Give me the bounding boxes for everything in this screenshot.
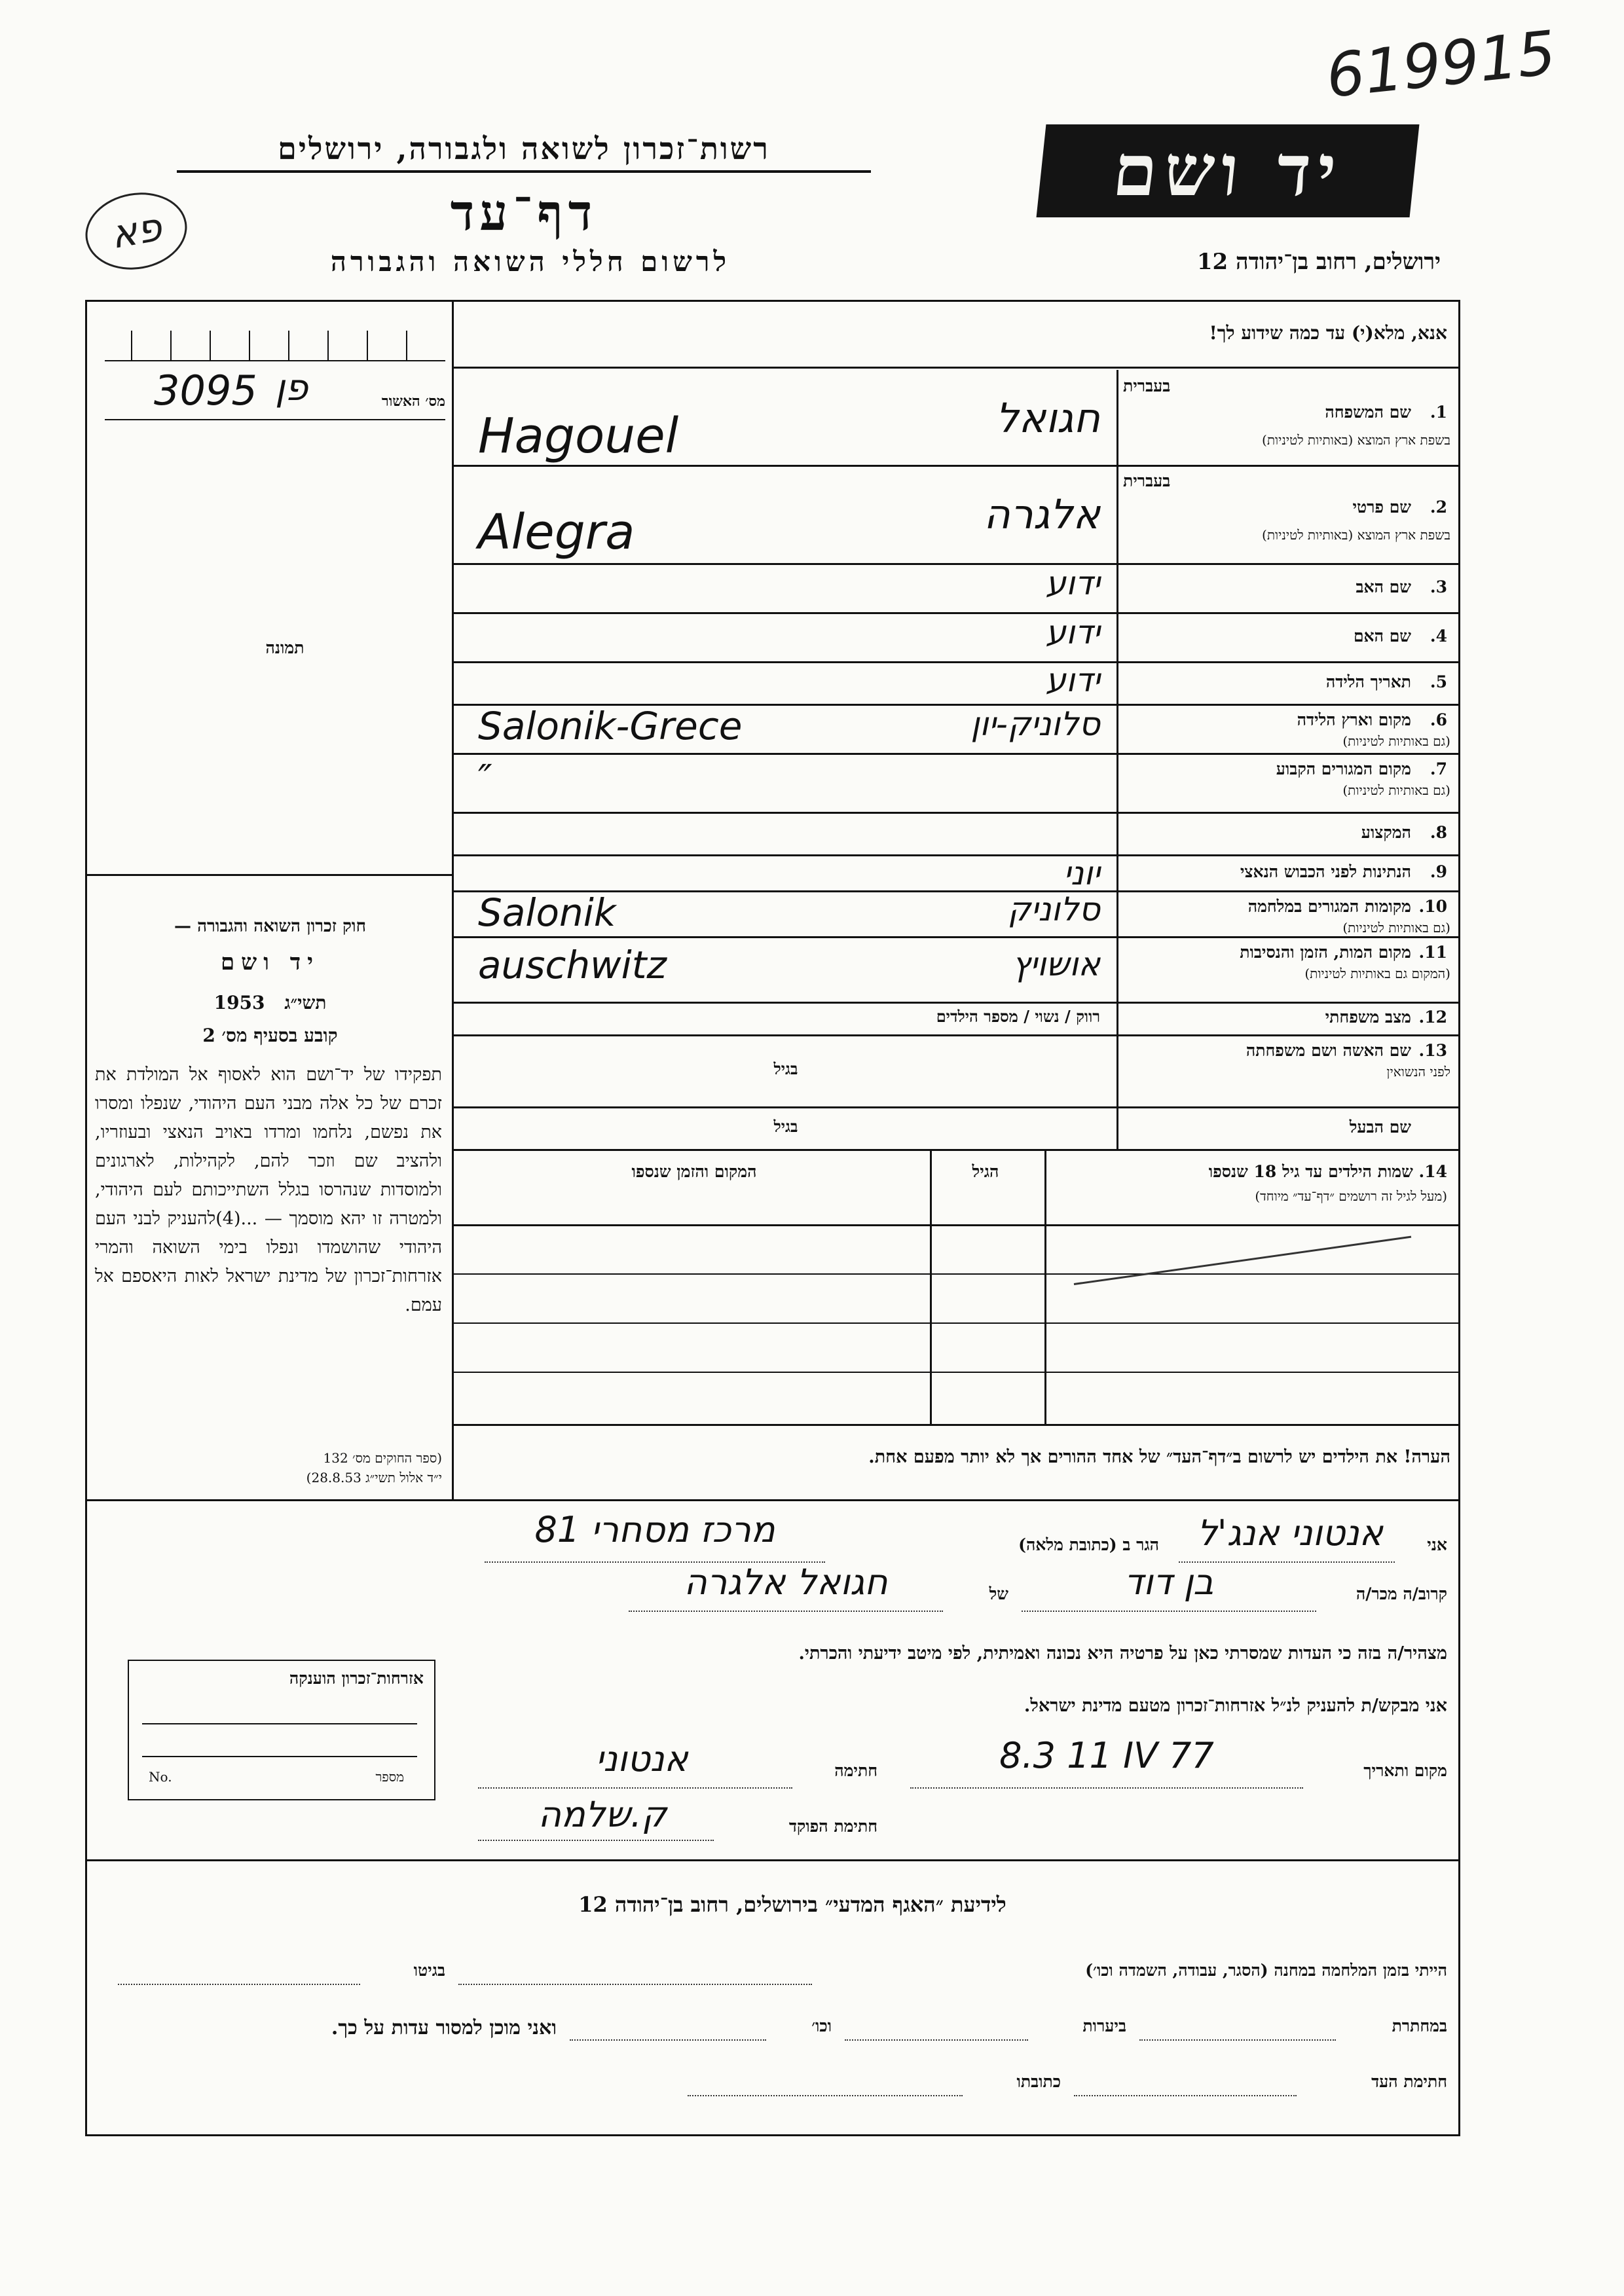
field-sublabel: בשפת ארץ המוצא (באותיות לטיניות) xyxy=(1262,432,1450,448)
field-label: שם האשה ושם משפחתה xyxy=(1246,1041,1411,1060)
footer-line1-dots-2 xyxy=(118,1984,360,1985)
corner-mark-circle xyxy=(79,185,193,277)
field-label: שם האב xyxy=(1356,577,1411,596)
field-value-hebrew: אושויץ xyxy=(1012,945,1100,983)
field-row xyxy=(452,1106,1460,1149)
of-value: חגואל אלגרה xyxy=(684,1561,888,1603)
archive-number: 619915 xyxy=(1323,17,1559,112)
field-row xyxy=(452,854,1460,890)
children-col-age: הגיל xyxy=(972,1162,999,1181)
field-label: המקצוע xyxy=(1361,822,1411,842)
field-value-latin: Hagouel xyxy=(478,407,679,464)
field-label: מקומות המגורים במלחמה xyxy=(1247,897,1411,916)
field-number: 8. xyxy=(1430,822,1447,842)
corner-mark: פא xyxy=(107,204,166,259)
field-number: 2. xyxy=(1430,498,1447,517)
law-text: תפקידו של יד־ושם הוא לאסוף אל המולדת את זכרם של כל אלה מבני העם היהודי, שנפלו ומסרו את נפשם, נלחמו ומרדו באויב הנאצי ובעוזריו, ולהציב שם וזכר להם, לקהילות, לארגונים ולמוסדות שנהרסו בגלל השתייכותם לעם היהודי, ולמטרה זו יהא מוסמך — ...(4)להעניק לבני העם היהודי שהושמדו ונפלו בימי השואה והמרי אזרחות־זכרון של מדינת ישראל לאות היאספם אל עמם. xyxy=(95,1065,442,1315)
citizenship-number-label: מספר xyxy=(375,1769,404,1785)
children-row-2 xyxy=(452,1273,1460,1275)
photo-label: תמונה xyxy=(265,638,304,657)
field-label: תאריך הלידה xyxy=(1325,672,1411,691)
children-col-divider-1 xyxy=(1044,1149,1046,1424)
field-value-hebrew: ידוע xyxy=(1045,661,1100,699)
approval-ticks xyxy=(105,327,445,361)
form-subtitle: לרשום חללי השואה והגבורה xyxy=(330,246,731,278)
field-sublabel: בשפת ארץ המוצא (באותיות לטיניות) xyxy=(1262,527,1450,543)
field-label: מקום המות, הזמן והנסיבות xyxy=(1240,943,1411,962)
logo-text: יד ושם xyxy=(1109,130,1347,212)
field-row xyxy=(452,753,1460,812)
children-row-1 xyxy=(452,1224,1460,1226)
field-row xyxy=(452,465,1460,563)
law-logo: יד ושם xyxy=(220,949,320,975)
field-row xyxy=(452,812,1460,854)
approval-number: 3095 xyxy=(154,367,257,414)
footer-line1-dots xyxy=(458,1984,812,1985)
citizenship-no-label: No. xyxy=(149,1769,172,1785)
field-label: הנתינות לפני הכבוש הנאצי xyxy=(1240,862,1411,881)
field-label: מקום וארץ הלידה xyxy=(1297,710,1411,729)
field-hebrew-tag: בעברית xyxy=(1123,376,1171,395)
law-year-heb: תשי״ג xyxy=(284,992,327,1013)
footer-line3-dots-2 xyxy=(688,2095,963,2096)
approval-rule xyxy=(105,419,445,420)
address: ירושלים, רחוב בן־יהודה 12 xyxy=(1196,249,1441,275)
footer-line2-dots-2 xyxy=(845,2039,1028,2041)
field-value-hebrew: בגיל xyxy=(773,1059,798,1078)
field-value-latin: ″ xyxy=(478,756,492,801)
of-label: של xyxy=(989,1584,1008,1603)
field-value-hebrew: רווק / נשוי / מספר הילדים xyxy=(936,1007,1100,1026)
footer-line2-c: וכו׳ xyxy=(811,2016,832,2035)
footer-line3-a: חתימת העד xyxy=(1371,2072,1447,2091)
relation-value: בן דוד xyxy=(1124,1561,1214,1603)
request-text: אני מבקש/ת להעניק לנ״ל אזרחות־זכרון מטעם מדינת ישראל. xyxy=(1024,1696,1447,1716)
field-label: שם הבעל xyxy=(1349,1117,1411,1137)
field-label: שם המשפחה xyxy=(1325,403,1411,422)
children-col-divider-2 xyxy=(930,1149,932,1424)
intro-text: אנא, מלא(י) עד כמה שידוע לך! xyxy=(1209,322,1447,344)
approval-suffix: פן xyxy=(275,367,308,409)
field-number: 1. xyxy=(1430,403,1447,422)
field-row xyxy=(452,1002,1460,1034)
field-value-latin: Alegra xyxy=(478,504,635,560)
citizenship-box xyxy=(128,1660,435,1800)
field-hebrew-tag: בעברית xyxy=(1123,471,1171,490)
law-year: 1953 xyxy=(213,992,265,1013)
relation-line xyxy=(1022,1611,1316,1612)
field-row xyxy=(452,661,1460,704)
field-value-latin: Salonik xyxy=(478,890,616,935)
footer-line2-a: במחתרת xyxy=(1392,2016,1447,2035)
field-row xyxy=(452,704,1460,753)
field-label: מקום המגורים הקבוע xyxy=(1276,759,1411,778)
field-sublabel: לפני הנשואין xyxy=(1386,1064,1450,1080)
law-ref-1: (ספר החוקים מס׳ 132 xyxy=(323,1450,442,1466)
field-row xyxy=(452,936,1460,1002)
official-label: חתימת הפוקד xyxy=(788,1817,877,1836)
law-year-row xyxy=(95,992,445,1014)
place-date-line xyxy=(910,1787,1303,1789)
field-number: 13. xyxy=(1418,1041,1447,1060)
signature-value: אנטוני xyxy=(595,1738,688,1779)
footer-line2-d: ואני מוכן למסור עדות על כך. xyxy=(331,2016,557,2039)
field-row xyxy=(452,890,1460,936)
field-number: 12. xyxy=(1418,1008,1447,1027)
field-row xyxy=(452,563,1460,612)
photo-bottom-rule xyxy=(85,874,452,876)
law-clause: קובע בסעיף מס׳ 2 xyxy=(202,1025,338,1046)
field-label: שם פרטי xyxy=(1352,498,1411,517)
field-label: מצב משפחתי xyxy=(1325,1008,1411,1027)
children-bottom-rule xyxy=(452,1424,1460,1426)
official-value: ק.שלמה xyxy=(538,1794,667,1835)
field-value-hebrew: חגואל xyxy=(995,393,1100,442)
place-date-value: 8.3 11 IV 77 xyxy=(999,1735,1214,1776)
signature-line xyxy=(478,1787,792,1789)
address-value: מרכז מסחרי 81 xyxy=(534,1509,775,1550)
address-label: הגר ב (כתובת מלאה) xyxy=(1018,1535,1159,1554)
children-label: 14. שמות הילדים עד גיל 18 שנספו xyxy=(1208,1162,1447,1181)
citizenship-rule-2 xyxy=(142,1756,417,1757)
place-date-label: מקום ותאריך xyxy=(1363,1761,1447,1780)
children-col-place: המקום והזמן שנספו xyxy=(631,1162,757,1181)
field-value-hebrew: ידוע xyxy=(1045,613,1100,651)
note-text: הערה! את הילדים יש לרשום ב״דף־העד״ של אחד ההורים אך לא יותר מפעם אחת. xyxy=(868,1447,1450,1467)
field-sublabel: (גם באותיות לטיניות) xyxy=(1342,920,1450,936)
field-number: 3. xyxy=(1430,577,1447,596)
law-title: חוק זכרון השואה והגבורה — xyxy=(174,917,366,936)
relation-label: קרוב/ה מכר/ה xyxy=(1356,1584,1447,1603)
field-number: 9. xyxy=(1430,862,1447,881)
field-row xyxy=(452,370,1460,465)
field-number: 6. xyxy=(1430,710,1447,729)
official-line xyxy=(478,1840,714,1841)
field-value-hebrew: סלוניק xyxy=(1007,890,1100,928)
field-number: 5. xyxy=(1430,672,1447,691)
field-number: 4. xyxy=(1430,626,1447,646)
field-number: 7. xyxy=(1430,759,1447,778)
field-sublabel: (גם באותיות לטיניות) xyxy=(1342,782,1450,798)
field-number: 11. xyxy=(1418,943,1447,962)
form-title: דף־עד xyxy=(450,183,598,242)
field-number: 10. xyxy=(1418,897,1447,916)
intro-rule xyxy=(452,367,1460,369)
footer-line2-dots-3 xyxy=(570,2039,766,2041)
org-line: רשות־זכרון לשואה ולגבורה, ירושלים xyxy=(177,131,871,173)
field-label: שם האם xyxy=(1353,626,1411,646)
field-row xyxy=(452,1034,1460,1106)
footer-line2-dots-1 xyxy=(1139,2039,1336,2041)
field-row xyxy=(452,612,1460,661)
field-value-latin: auschwitz xyxy=(478,943,667,987)
ani-label: אני xyxy=(1427,1535,1447,1554)
footer-line1-a: הייתי בזמן המלחמה במחנה (הסגר, עבודה, השמדה וכו׳) xyxy=(1085,1961,1447,1980)
field-value-hebrew: בגיל xyxy=(773,1116,798,1136)
law-ref-2: י״ד אלול תשי״ג 28.8.53) xyxy=(306,1470,442,1485)
signature-label: חתימה xyxy=(834,1761,877,1780)
logo xyxy=(1037,124,1420,217)
field-value-hebrew: אלגרה xyxy=(984,490,1100,538)
citizenship-rule-1 xyxy=(142,1723,417,1724)
field-value-hebrew: סלוניק-יון xyxy=(970,704,1100,743)
ani-value: אנטוני אנג'ל xyxy=(1197,1512,1383,1554)
field-sublabel: (גם באותיות לטיניות) xyxy=(1342,733,1450,749)
footer-title: לידיעת ״האגף המדעי״ בירושלים, רחוב בן־יהודה 12 xyxy=(578,1892,1006,1917)
field-value-latin: Salonik-Grece xyxy=(478,704,743,748)
field-value-hebrew: יוני xyxy=(1063,854,1100,892)
children-sub: (מעל לגיל זה רושמים ״דף־עד״ מיוחד) xyxy=(1255,1188,1447,1204)
children-row-4 xyxy=(452,1372,1460,1373)
of-line xyxy=(629,1611,943,1612)
footer-line1-b: בגיטו xyxy=(413,1961,445,1980)
approval-label: מס׳ האשור xyxy=(381,393,445,410)
declaration-text: מצהיר/ה בזה כי העדות שמסרתי כאן על פרטיה היא נכונה ואמיתית, לפי מיטב ידיעתי והכרתי. xyxy=(798,1643,1447,1664)
footer-line2-b: ביערות xyxy=(1082,2016,1126,2035)
field-sublabel: (המקום גם באותיות לטיניות) xyxy=(1304,966,1450,981)
footer-line3-dots-1 xyxy=(1074,2095,1297,2096)
field-value-hebrew: ידוע xyxy=(1045,564,1100,602)
citizenship-title: אזרחות־זכרון הוענקה xyxy=(289,1669,424,1688)
children-top-rule xyxy=(452,1149,1460,1151)
children-row-3 xyxy=(452,1322,1460,1324)
footer-line3-b: כתובתו xyxy=(1016,2072,1061,2091)
